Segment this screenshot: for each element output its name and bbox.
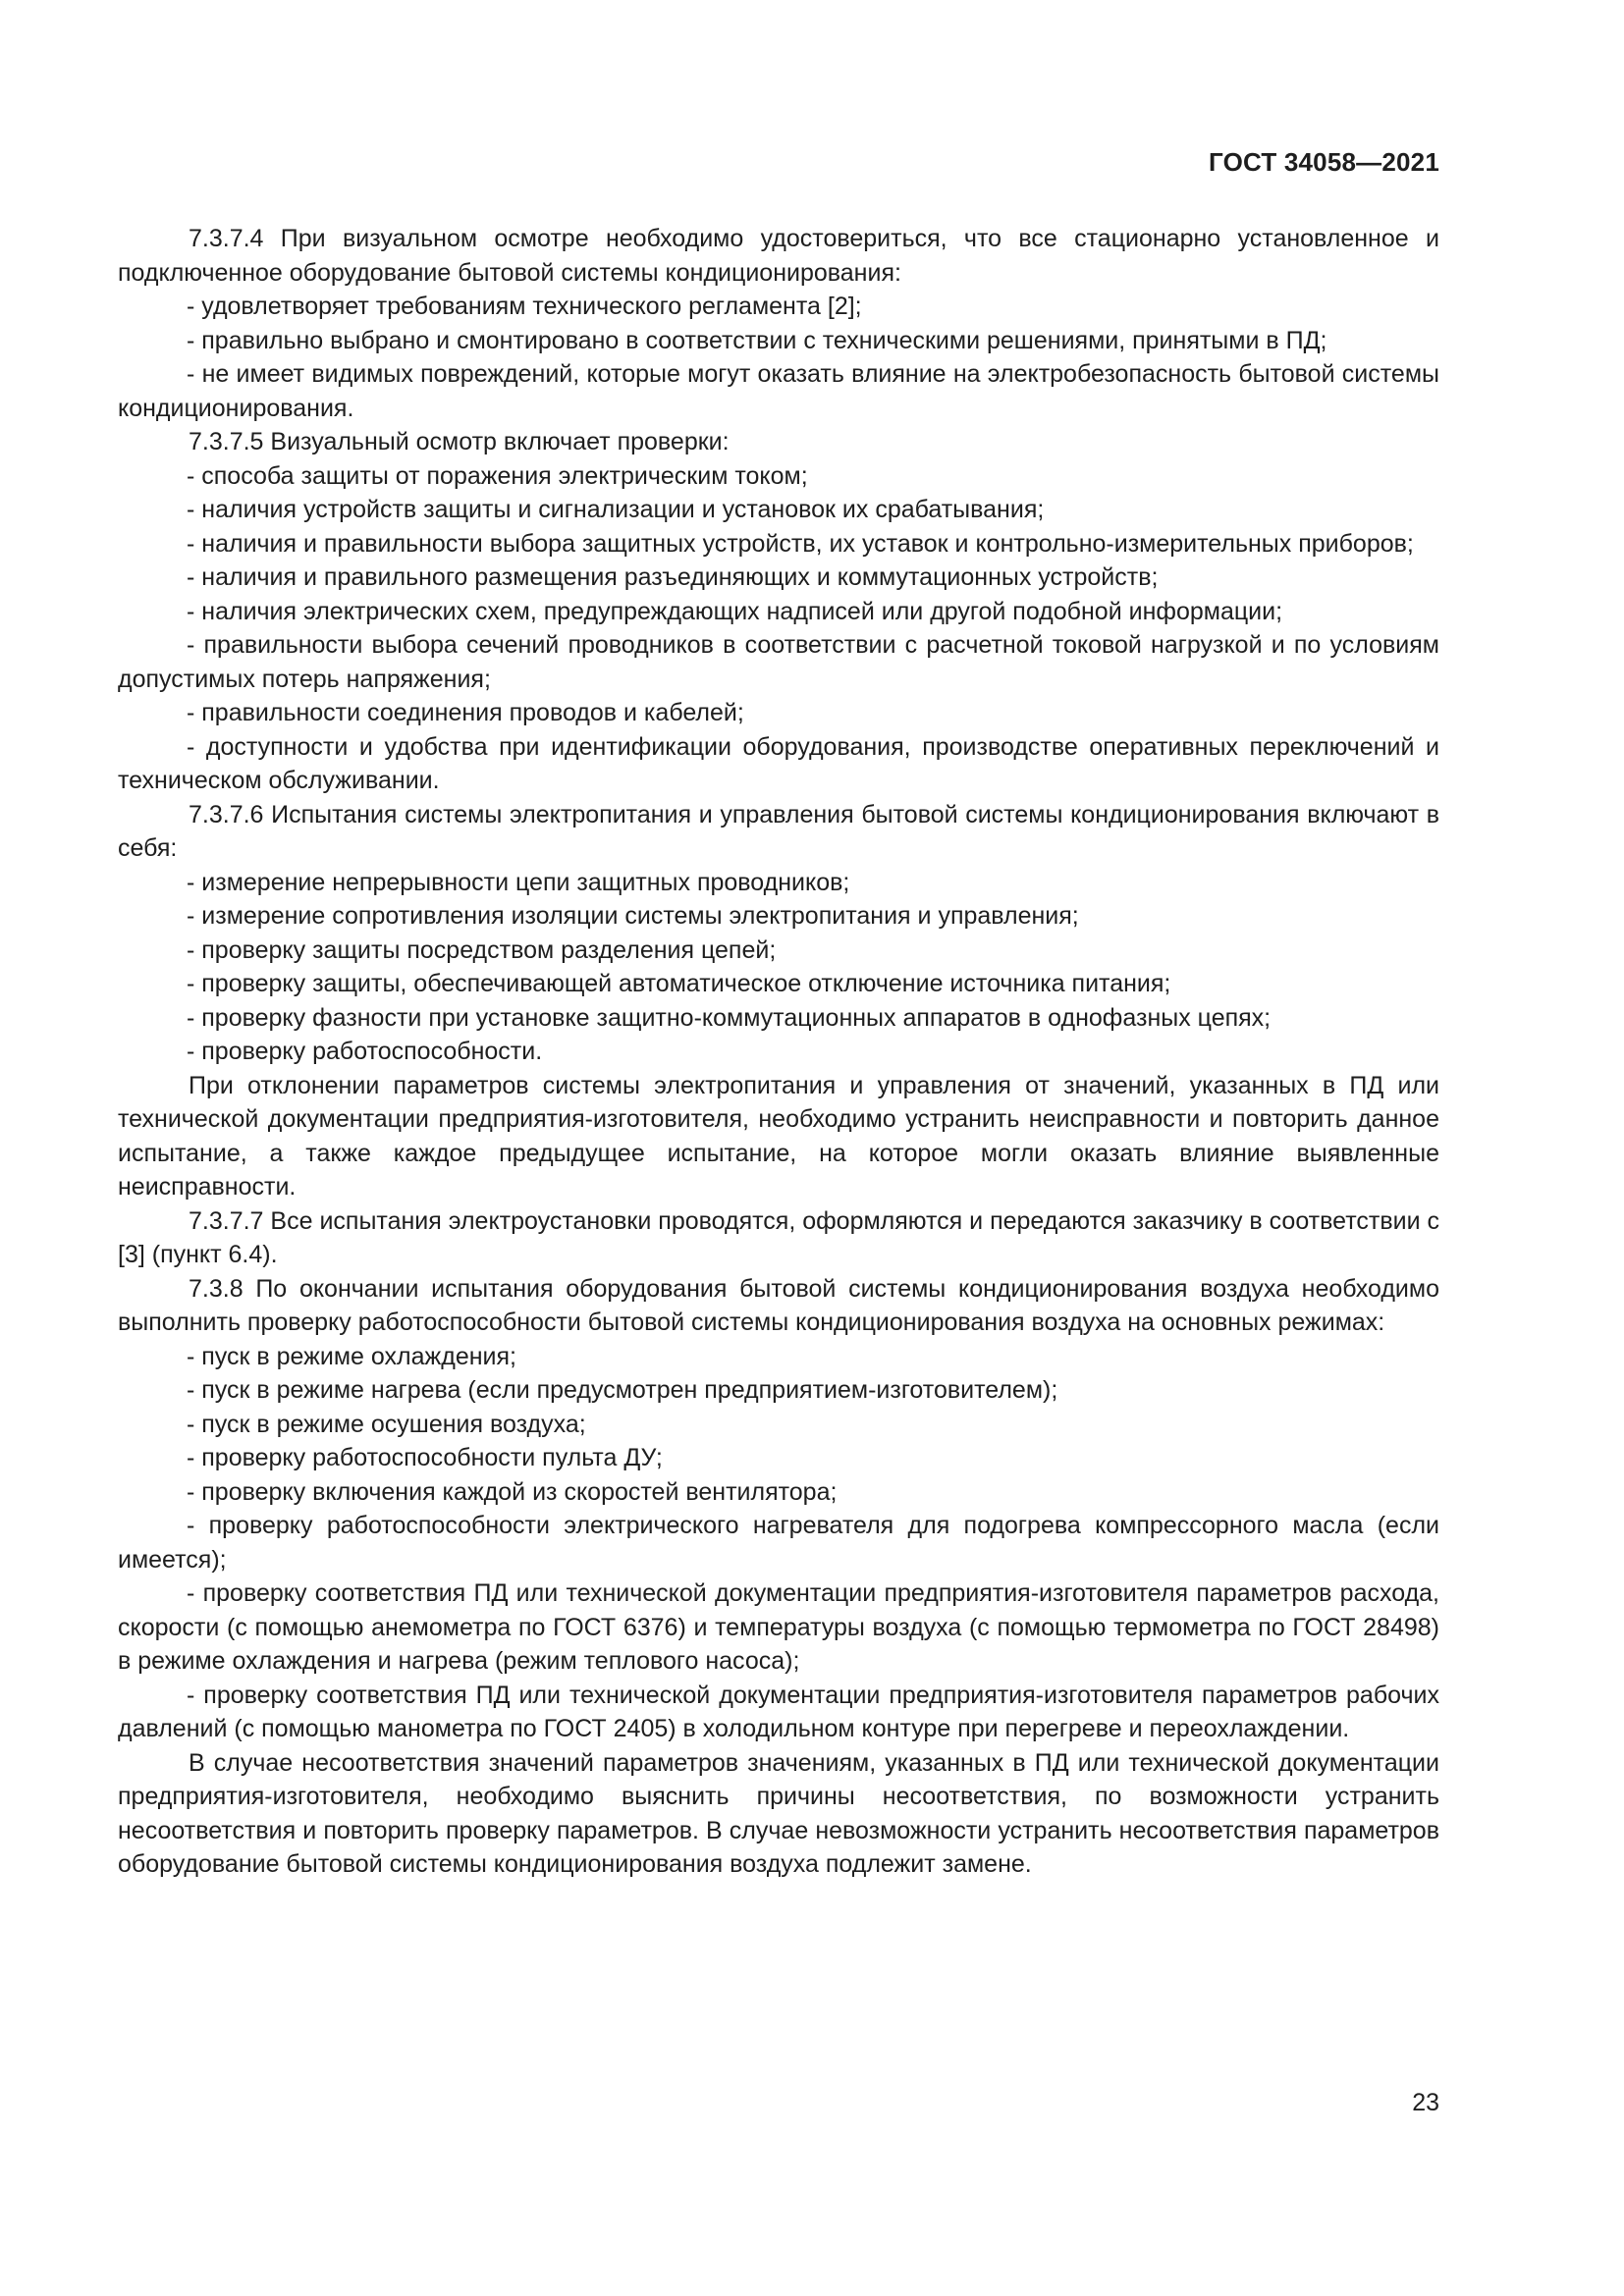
list-item: - способа защиты от поражения электрическим током;: [187, 461, 808, 490]
list-item: - проверку защиты посредством разделения цепей;: [187, 935, 777, 964]
list-item: - проверку работоспособности.: [187, 1038, 543, 1065]
list-item: - проверку работоспособности электрического нагревателя для подогрева компрессорного масла (если имеется);: [118, 1512, 1439, 1574]
list-item: - проверку фазности при установке защитно-коммутационных аппаратов в однофазных цепях;: [187, 1003, 1272, 1032]
paragraph-deviation-note: При отклонении параметров системы электропитания и управления от значений, указанных в ПД или технической документации предприятия-изготовителя, необходимо устранить неисправности и повторить данное испытание, а также каждое предыдущее испытание, на которое могли оказать влияние выявленные неисправности.: [118, 1071, 1439, 1201]
paragraph-7-3-8: 7.3.8 По окончании испытания оборудования бытовой системы кондиционирования воздуха необходимо выполнить проверку работоспособности бытовой системы кондиционирования воздуха на основных режимах:: [118, 1274, 1439, 1336]
list-item: - проверку соответствия ПД или технической документации предприятия-изготовителя параметров расхода, скорости (с помощью анемометра по ГОСТ 6376) и температуры воздуха (с помощью термометра по ГОСТ 28498) в режиме охлаждения и нагрева (режим теплового насоса);: [118, 1579, 1439, 1675]
list-item: - наличия и правильности выбора защитных устройств, их уставок и контрольно-измерительных приборов;: [187, 529, 1414, 558]
list-item: - правильности соединения проводов и кабелей;: [187, 699, 744, 726]
list-item: - пуск в режиме нагрева (если предусмотрен предприятием-изготовителем);: [187, 1376, 1058, 1404]
list-item: - удовлетворяет требованиям технического регламента [2];: [187, 293, 862, 320]
list-item: - правильно выбрано и смонтировано в соответствии с техническими решениями, принятыми в ПД;: [187, 326, 1327, 354]
paragraph-7-3-7-4: 7.3.7.4 При визуальном осмотре необходимо удостовериться, что все стационарно установленное и подключенное оборудование бытовой системы кондиционирования:: [118, 225, 1439, 287]
list-item: - наличия и правильного размещения разъединяющих и коммутационных устройств;: [187, 563, 1159, 591]
list-item: - правильности выбора сечений проводников в соответствии с расчетной токовой нагрузкой и по условиям допустимых потерь напряжения;: [118, 631, 1439, 693]
paragraph-7-3-7-6: 7.3.7.6 Испытания системы электропитания и управления бытовой системы кондиционирования включают в себя:: [118, 800, 1439, 862]
list-item: - доступности и удобства при идентификации оборудования, производстве оперативных переключений и техническом обслуживании.: [118, 732, 1439, 794]
page-number: 23: [1412, 2089, 1439, 2116]
list-item: - наличия устройств защиты и сигнализации и установок их срабатывания;: [187, 496, 1045, 523]
list-item: - проверку соответствия ПД или технической документации предприятия-изготовителя параметров рабочих давлений (с помощью манометра по ГОСТ 2405) в холодильном контуре при перегреве и переохлаждении.: [118, 1681, 1439, 1742]
list-item: - измерение непрерывности цепи защитных проводников;: [187, 868, 850, 896]
document-body: [118, 222, 1439, 1882]
paragraph-7-3-7-7: 7.3.7.7 Все испытания электроустановки проводятся, оформляются и передаются заказчику в соответствии с [3] (пункт 6.4).: [118, 1206, 1439, 1268]
paragraph-mismatch-note: В случае несоответствия значений параметров значениям, указанных в ПД или технической документации предприятия-изготовителя, необходимо выяснить причины несоответствия, по возможности устранить несоответствия и повторить проверку параметров. В случае невозможности устранить несоответствия параметров оборудование бытовой системы кондиционирования воздуха подлежит замене.: [118, 1748, 1439, 1878]
list-item: - пуск в режиме осушения воздуха;: [187, 1410, 586, 1438]
list-item: - не имеет видимых повреждений, которые могут оказать влияние на электробезопасность бытовой системы кондиционирования.: [118, 360, 1439, 422]
list-item: - проверку включения каждой из скоростей вентилятора;: [187, 1477, 838, 1506]
list-item: - измерение сопротивления изоляции системы электропитания и управления;: [187, 902, 1079, 930]
list-item: - проверку защиты, обеспечивающей автоматическое отключение источника питания;: [187, 970, 1171, 997]
list-item: - проверку работоспособности пульта ДУ;: [187, 1444, 663, 1471]
list-item: - пуск в режиме охлаждения;: [187, 1342, 516, 1370]
list-item: - наличия электрических схем, предупреждающих надписей или другой подобной информации;: [187, 597, 1283, 625]
standard-header: ГОСТ 34058—2021: [1209, 147, 1439, 177]
paragraph-7-3-7-5: 7.3.7.5 Визуальный осмотр включает проверки:: [189, 428, 730, 455]
